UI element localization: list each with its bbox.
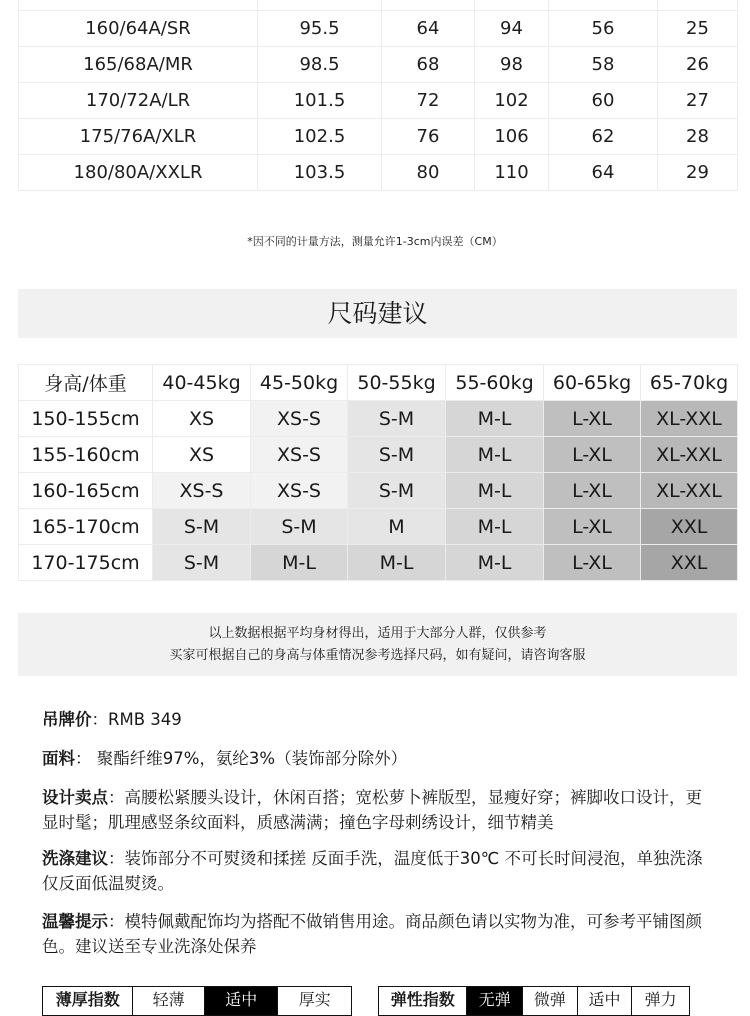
measurement-table xyxy=(18,0,738,191)
measurement-row xyxy=(19,0,738,11)
measurement-cell: 29 xyxy=(658,155,738,191)
measurement-cell xyxy=(658,0,738,11)
size-table-header-cell: 60-65kg xyxy=(544,365,641,401)
measurement-cell: 165/68A/MR xyxy=(19,47,258,83)
selling-points-label: 设计卖点 xyxy=(42,788,108,807)
size-cell: XS-S xyxy=(251,401,348,437)
measurement-cell: 95.5 xyxy=(258,11,382,47)
measurement-cell: 64 xyxy=(382,11,475,47)
measurement-cell xyxy=(19,0,258,11)
size-cell: L-XL xyxy=(544,545,641,581)
size-table-header-cell: 50-55kg xyxy=(348,365,446,401)
measurement-cell: 98 xyxy=(475,47,549,83)
washing-value: 装饰部分不可熨烫和揉搓 反面手洗，温度低于30℃ 不可长时间浸泡，单独洗涤 仅反面低温熨烫。 xyxy=(42,849,703,893)
info-line-1: 以上数据根据平均身材得出，适用于大部分人群，仅供参考 xyxy=(208,626,547,641)
measurement-cell: 94 xyxy=(475,11,549,47)
measurement-row xyxy=(19,47,738,83)
info-line-2: 买家可根据自己的身高与体重情况参考选择尺码，如有疑问，请咨询客服 xyxy=(169,648,586,663)
height-range-cell: 155-160cm xyxy=(19,437,153,473)
measurement-cell: 64 xyxy=(549,155,658,191)
measurement-row xyxy=(19,155,738,191)
price-sep: ： xyxy=(91,710,108,729)
elasticity-index-label: 弹性指数 xyxy=(379,987,467,1015)
size-table-header-cell: 身高/体重 xyxy=(19,365,153,401)
size-cell: M-L xyxy=(446,437,544,473)
size-cell: S-M xyxy=(348,401,446,437)
height-range-cell: 165-170cm xyxy=(19,509,153,545)
size-cell: XXL xyxy=(641,545,738,581)
elasticity-index xyxy=(378,986,690,1016)
size-info-box xyxy=(18,613,737,676)
size-cell: S-M xyxy=(348,473,446,509)
price-label: 吊牌价 xyxy=(42,710,92,729)
measurement-row xyxy=(19,11,738,47)
washing-label: 洗涤建议 xyxy=(42,849,108,868)
thickness-option: 轻薄 xyxy=(133,987,205,1015)
size-cell: M-L xyxy=(446,545,544,581)
size-cell: M-L xyxy=(348,545,446,581)
measurement-row xyxy=(19,119,738,155)
size-table-header-cell: 45-50kg xyxy=(251,365,348,401)
measurement-cell: 58 xyxy=(549,47,658,83)
elasticity-option: 弹力 xyxy=(644,990,677,1009)
measurement-cell: 102.5 xyxy=(258,119,382,155)
size-cell: XS xyxy=(153,437,251,473)
measurement-cell: 110 xyxy=(475,155,549,191)
measurement-cell: 72 xyxy=(382,83,475,119)
measurement-cell xyxy=(475,0,549,11)
measurement-cell: 26 xyxy=(658,47,738,83)
washing-sep: ： xyxy=(108,849,125,868)
size-table-header-row xyxy=(19,365,738,401)
size-cell: M xyxy=(348,509,446,545)
height-range-cell: 170-175cm xyxy=(19,545,153,581)
measurement-cell: 60 xyxy=(549,83,658,119)
measurement-cell: 102 xyxy=(475,83,549,119)
measurement-cell xyxy=(258,0,382,11)
size-cell: XL-XXL xyxy=(641,473,738,509)
size-cell: XS-S xyxy=(153,473,251,509)
thickness-option: 适中 xyxy=(205,987,279,1015)
elasticity-option: 微弹 xyxy=(523,987,578,1015)
tips-value: 模特佩戴配饰均为搭配不做销售用途。商品颜色请以实物为准，可参考平铺图颜色。建议送至专业洗涤处保养 xyxy=(42,912,702,956)
size-cell: M-L xyxy=(446,473,544,509)
measurement-cell: 28 xyxy=(658,119,738,155)
size-table-header-cell: 55-60kg xyxy=(446,365,544,401)
measurement-cell: 76 xyxy=(382,119,475,155)
measurement-cell: 180/80A/XXLR xyxy=(19,155,258,191)
size-cell: XS xyxy=(153,401,251,437)
tips-row xyxy=(42,909,707,959)
thickness-index xyxy=(42,986,352,1016)
measurement-cell: 170/72A/LR xyxy=(19,83,258,119)
measurement-cell: 25 xyxy=(658,11,738,47)
measurement-cell: 56 xyxy=(549,11,658,47)
measurement-cell: 175/76A/XLR xyxy=(19,119,258,155)
size-table-header-cell: 40-45kg xyxy=(153,365,251,401)
selling-points-row xyxy=(42,785,707,835)
size-table-row xyxy=(19,473,738,509)
measurement-row xyxy=(19,83,738,119)
selling-points-sep: ： xyxy=(108,788,125,807)
size-cell: M-L xyxy=(446,509,544,545)
size-cell: S-M xyxy=(348,437,446,473)
measurement-cell: 106 xyxy=(475,119,549,155)
price-value: RMB 349 xyxy=(108,710,182,729)
measurement-cell xyxy=(382,0,475,11)
measurement-cell: 103.5 xyxy=(258,155,382,191)
size-table-header-cell: 65-70kg xyxy=(641,365,738,401)
size-cell: XL-XXL xyxy=(641,401,738,437)
size-cell: L-XL xyxy=(544,401,641,437)
size-recommendation-table xyxy=(18,364,738,581)
measurement-cell: 27 xyxy=(658,83,738,119)
washing-row xyxy=(42,846,722,896)
elasticity-option: 无弹 xyxy=(467,987,523,1015)
size-cell: L-XL xyxy=(544,473,641,509)
size-cell: S-M xyxy=(153,509,251,545)
tips-label: 温馨提示 xyxy=(42,912,108,931)
measurement-cell: 62 xyxy=(549,119,658,155)
size-cell: XS-S xyxy=(251,437,348,473)
fabric-label: 面料 xyxy=(42,749,75,768)
tips-sep: ： xyxy=(108,912,125,931)
size-table-row xyxy=(19,401,738,437)
size-table-row xyxy=(19,509,738,545)
fabric-sep: ： xyxy=(75,749,92,768)
size-cell: L-XL xyxy=(544,437,641,473)
height-range-cell: 150-155cm xyxy=(19,401,153,437)
size-cell: XS-S xyxy=(251,473,348,509)
measurement-cell: 101.5 xyxy=(258,83,382,119)
price-row xyxy=(42,707,712,732)
measurement-note: *因不同的计量方法，测量允许1-3cm内误差（CM） xyxy=(247,235,503,248)
size-cell: XXL xyxy=(641,509,738,545)
elasticity-option: 适中 xyxy=(578,987,633,1015)
size-cell: S-M xyxy=(153,545,251,581)
size-cell: M-L xyxy=(446,401,544,437)
measurement-cell xyxy=(549,0,658,11)
fabric-value: 聚酯纤维97%，氨纶3%（装饰部分除外） xyxy=(91,749,408,768)
fabric-row xyxy=(42,746,712,771)
size-cell: L-XL xyxy=(544,509,641,545)
thickness-index-label: 薄厚指数 xyxy=(43,987,133,1015)
measurement-cell: 68 xyxy=(382,47,475,83)
measurement-cell: 80 xyxy=(382,155,475,191)
thickness-option: 厚实 xyxy=(298,990,331,1009)
size-table-row xyxy=(19,437,738,473)
size-cell: XL-XXL xyxy=(641,437,738,473)
measurement-cell: 160/64A/SR xyxy=(19,11,258,47)
selling-points-value: 高腰松紧腰头设计，休闲百搭；宽松萝卜裤版型，显瘦好穿；裤脚收口设计，更显时髦；肌理感竖条纹面料，质感满满；撞色字母刺绣设计，细节精美 xyxy=(42,788,702,832)
size-cell: S-M xyxy=(251,509,348,545)
size-cell: M-L xyxy=(251,545,348,581)
size-recommendation-title: 尺码建议 xyxy=(18,289,737,338)
measurement-cell: 98.5 xyxy=(258,47,382,83)
height-range-cell: 160-165cm xyxy=(19,473,153,509)
size-table-row xyxy=(19,545,738,581)
